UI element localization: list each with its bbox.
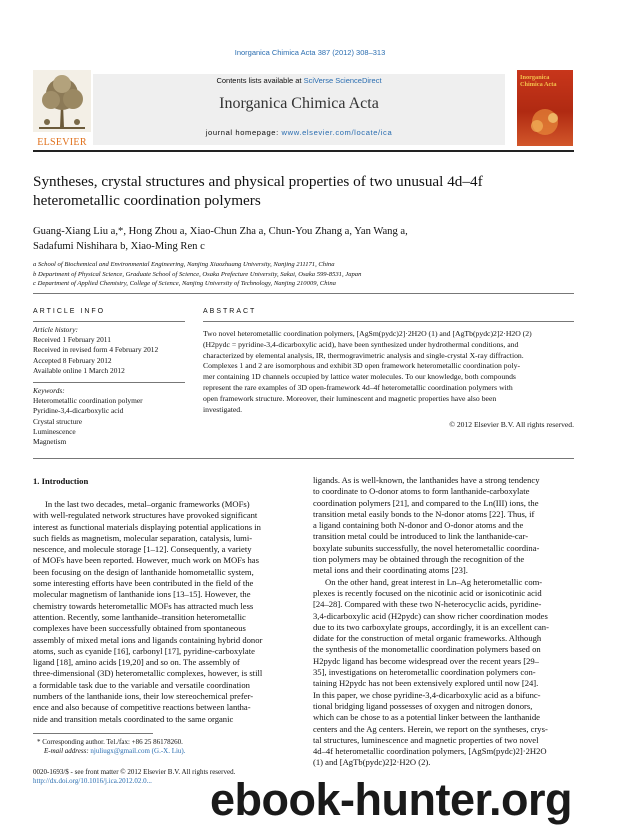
footnote <box>37 738 297 756</box>
text-line: a formidable task due to the variable and versatile coordination <box>33 679 250 690</box>
abstract-line: (H2pydc = pyridine-3,4-dicarboxylic acid), have been synthesized under hydrothermal conditions, and <box>203 339 519 349</box>
watermark-text: ebook-hunter.org <box>210 774 572 825</box>
corresponding-author: * Corresponding author. Tel./fax: +86 25 86178260. <box>37 738 183 746</box>
affiliation-c: c Department of Applied Chemistry, College of Science, Nanjing University of Technology, Nanjing 210009, China <box>33 280 336 287</box>
text-line: transition metal could be introduced to link the lanthanide-car- <box>313 531 529 542</box>
cover-graphic-icon <box>517 104 573 144</box>
authors-line-2: Sadafumi Nishihara b, Xiao-Ming Ren c <box>33 240 205 252</box>
publisher-name: ELSEVIER <box>37 137 87 148</box>
history-revised: Received in revised form 4 February 2012 <box>33 345 159 355</box>
text-line: with well-regulated network structures have provoked significant <box>33 510 258 521</box>
text-line: In the last two decades, metal–organic frameworks (MOFs) <box>45 499 250 509</box>
text-line: to coordinate to O-donor atoms to form lanthanide-carboxylate <box>313 486 530 497</box>
text-line: 4d–4f heterometallic coordination polymers, [AgSm(pydc)2]·2H2O <box>313 746 547 757</box>
keyword: Luminescence <box>33 426 76 436</box>
abstract-heading: ABSTRACT <box>203 308 257 315</box>
text-line: nide and transition metals coordinated to the same organic <box>33 713 234 724</box>
text-line: some interesting efforts have been contributed in the field of the <box>33 578 254 589</box>
history-label: Article history: <box>33 325 78 334</box>
text-line: tion polymers may be obtained through the recognition of the <box>313 554 525 565</box>
issn-line: 0020-1693/$ - see front matter © 2012 Elsevier B.V. All rights reserved. <box>33 768 236 776</box>
text-line: ligand [18], amino acids [19,20] and so on. The assembly of <box>33 657 240 668</box>
abstract-line: open framework structure. Moreover, their luminescent and magnetic properties have also been <box>203 393 497 403</box>
article-history <box>33 325 188 376</box>
homepage-prefix: journal homepage: <box>205 128 279 137</box>
text-line: didate for the construction of metal organic frameworks. Although <box>313 633 542 644</box>
keyword: Crystal structure <box>33 416 83 426</box>
contents-line <box>93 76 505 85</box>
text-line: the synthesis of the monometallic coordination polymers based on <box>313 644 541 655</box>
history-received: Received 1 February 2011 <box>33 335 111 345</box>
text-line: metal ions and their coordinating atoms [23]. <box>313 565 468 576</box>
homepage-link[interactable]: www.elsevier.com/locate/ica <box>281 128 393 137</box>
abstract-body <box>203 329 574 415</box>
abstract-line: investigated. <box>203 404 243 414</box>
text-line: transition metal easily bonds to the N-donor atoms [22]. Thus, if <box>313 508 535 519</box>
section-heading: 1. Introduction <box>33 476 89 486</box>
text-line: In this paper, we chose pyridine-3,4-dicarboxylic acid as a bifunc- <box>313 689 541 700</box>
text-line: [24–28]. Compared with these two N-heterocyclic acids, pyridine- <box>313 599 542 610</box>
text-line: atoms, such as cyanide [16], carbonyl [17], pyridine-carboxylate <box>33 645 255 656</box>
text-line: centers and the Ag centers. Herein, we report on the syntheses, crys- <box>313 723 548 734</box>
abstract-line: mer containing 1D channels occupied by lattice water molecules. To our knowledge, both compounds <box>203 372 516 382</box>
text-line: 3,4-dicarboxylic acid (H2pydc) can show richer coordination modes <box>313 610 548 621</box>
elsevier-tree-icon <box>33 70 91 132</box>
doi-link[interactable]: http://dx.doi.org/10.1016/j.ica.2012.02.0... <box>33 777 152 785</box>
text-line: assembly of mixed metal ions and ligands containing hybrid donor <box>33 634 263 645</box>
text-line: tal structures, luminescence and magnetic properties of two novel <box>313 734 539 745</box>
text-line: three-dimensional (3D) heterometallic complexes, however, is still <box>33 668 263 679</box>
article-info-rule <box>33 321 185 322</box>
text-line: such fields as magnetism, molecular separation, catalysis, lumi- <box>33 532 253 543</box>
text-line: due to its two carboxylate groups, accordingly, it is an excellent can- <box>313 621 549 632</box>
text-line: complexes have been successfully obtained from spontaneous <box>33 623 246 634</box>
text-line: (1) and [AgTb(pydc)2]2·H2O (2). <box>313 757 431 768</box>
abstract-line: characterized by elemental analysis, IR, thermogravimetric analysis and single-crystal X-ray diffraction. <box>203 350 524 360</box>
watermark <box>210 774 620 826</box>
title-line-1: Syntheses, crystal structures and physical properties of two unusual 4d–4f <box>33 173 483 190</box>
contents-prefix: Contents lists available at <box>216 76 302 85</box>
history-online: Available online 1 March 2012 <box>33 365 125 375</box>
email-link[interactable]: njuliugx@gmail.com (G.-X. Liu). <box>90 747 186 755</box>
abstract-line: Two novel heterometallic coordination polymers, [AgSm(pydc)2]·2H2O (1) and [AgTb(pydc)2]2·H2O (2) <box>203 329 532 338</box>
history-accepted: Accepted 8 February 2012 <box>33 355 112 365</box>
affiliation-b: b Department of Physical Science, Graduate School of Science, Osaka Prefecture University, Sakai, Osaka 599-8531, Japan <box>33 270 362 278</box>
sciencedirect-link[interactable]: SciVerse ScienceDirect <box>303 76 382 85</box>
article-info-heading: ARTICLE INFO <box>33 308 106 315</box>
text-line: chemistry towards heterometallic MOFs has attracted much less <box>33 600 254 611</box>
keyword: Heterometallic coordination polymer <box>33 396 143 406</box>
text-line: 35], investigations on heterometallic coordination polymers con- <box>313 667 536 678</box>
footnote-rule <box>33 733 153 734</box>
text-line: ence and also because of competitive reactions between lantha- <box>33 702 251 713</box>
author-list <box>33 225 574 254</box>
journal-title: Inorganica Chimica Acta <box>219 95 379 112</box>
article-title <box>33 172 574 210</box>
text-line: been focusing on the design of lanthanide homometallic system, <box>33 566 254 577</box>
elsevier-logo <box>33 70 91 148</box>
text-line: coordination polymers [21], and compared to the Ln(III) ions, the <box>313 497 539 508</box>
text-line: On the other hand, great interest in Ln–Ag heterometallic com- <box>325 576 543 587</box>
title-line-2: heterometallic coordination polymers <box>33 192 261 209</box>
abstract-bottom-rule <box>33 458 574 459</box>
keyword: Magnetism <box>33 437 67 447</box>
abstract-line: Complexes 1 and 2 are isomorphous and exhibit 3D open framework heterometallic coordination poly- <box>203 361 521 371</box>
divider <box>33 293 574 294</box>
copyright: © 2012 Elsevier B.V. All rights reserved. <box>449 420 574 429</box>
text-line: H2pydc ligand has become widespread over the recent years [29– <box>313 655 539 666</box>
text-line: attention. Recently, some lanthanide–transition heterometallic <box>33 611 246 622</box>
keywords <box>33 386 188 447</box>
text-line: of MOFs have been reported. However, much work on MOFs has <box>33 555 259 566</box>
text-line: taining H2pydc has not been extensively explored until now [24]. <box>313 678 539 689</box>
authors-line-1: Guang-Xiang Liu a,*, Hong Zhou a, Xiao-Chun Zha a, Chun-You Zhang a, Yan Wang a, <box>33 226 408 237</box>
text-line: nescence, and molecule storage [1–12]. Consequently, a variety <box>33 544 252 555</box>
email-label: E-mail address: <box>44 747 89 755</box>
text-line: plexes is recently focused on the nicotinic acid or isonicotinic acid <box>313 587 542 598</box>
cover-title: Inorganica Chimica Acta <box>520 74 557 88</box>
journal-cover <box>517 70 573 146</box>
text-line: a ligand containing both N-donor and O-donor atoms and the <box>313 520 524 531</box>
intro-right-column <box>313 475 575 769</box>
abstract-rule <box>203 321 574 322</box>
affiliations <box>33 260 574 289</box>
text-line: molecular magnetism of lanthanide ions [13–15]. However, the <box>33 589 251 600</box>
abstract-line: represent the rare examples of 3D open-framework 4d–4f heterometallic coordination polymers with <box>203 382 513 392</box>
keywords-rule <box>33 382 185 383</box>
homepage-line <box>93 128 505 137</box>
text-line: ligands. As is well-known, the lanthanides have a strong tendency <box>313 475 540 485</box>
text-line: boxylate subunits successfully, the novel heterometallic coordina- <box>313 542 540 553</box>
keywords-label: Keywords: <box>33 386 65 395</box>
text-line: numbers of the lanthanide ions, their low stereochemical prefer- <box>33 691 254 702</box>
masthead-rule <box>33 150 574 152</box>
text-line: interest as functional materials displaying potential applications in <box>33 521 261 532</box>
intro-left-column <box>33 499 299 725</box>
text-line: which can be chose to as a potential linker between the lanthanide <box>313 712 540 723</box>
running-header[interactable]: Inorganica Chimica Acta 387 (2012) 308–313 <box>234 48 386 57</box>
text-line: tional bridging ligand possesses of oxygen and nitrogen donors, <box>313 700 533 711</box>
keyword: Pyridine-3,4-dicarboxylic acid <box>33 406 124 416</box>
affiliation-a: a School of Biochemical and Environmental Engineering, Nanjing Xiaozhuang University, Nanjing 211171, China <box>33 261 335 268</box>
